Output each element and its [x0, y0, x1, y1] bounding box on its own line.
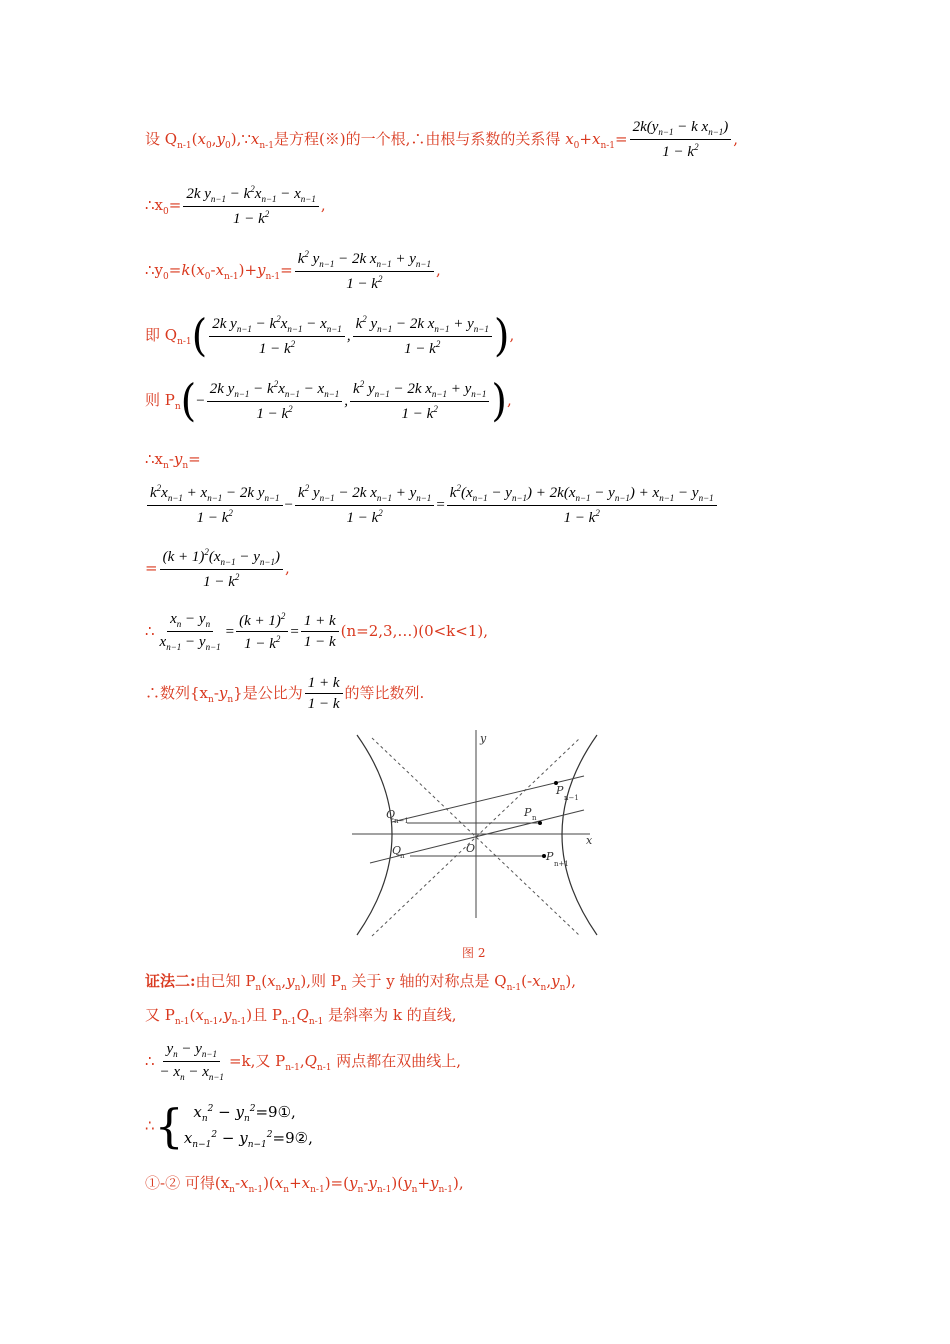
label-o: O	[466, 842, 476, 855]
p2-l2c: 是斜率为 k 的直线,	[323, 1006, 457, 1024]
hyperbola-figure	[352, 730, 602, 940]
l1-prefix: 设 Q	[145, 130, 178, 148]
line-8: ∴ $\frac{x_n - y_n}{x_{n-1} - y_{n-1}}$ = $\frac{(k + 1)^2}{1 - k^2}$ = $\frac{1 + k}{1 - k}$ (n=2,3,…)(0<k<1),	[145, 611, 488, 652]
l2-lead: ∴x	[145, 196, 164, 214]
p2-l3: =k,又 P	[228, 1052, 286, 1070]
l8-lead: ∴	[145, 622, 155, 640]
l1-fraction: $\frac{2k(y_{n-1} - k x_{n-1})}{1 - k^2}$	[630, 120, 732, 160]
l5-lead: 则 P	[145, 391, 175, 409]
p2-l2b: 且 P	[252, 1006, 282, 1024]
p2-l2: 又 P	[145, 1006, 175, 1024]
label-pn2-sub: n+1	[554, 860, 569, 868]
p2-l1: 由已知 P	[195, 972, 256, 990]
p2-line-4: ∴{ $x_n^2$ − $y_n^2=9①$, $x_{n-1}^2$ − $y_{n-1}^2=9②$,	[145, 1099, 313, 1154]
line-6: $\therefore x_n-y_n=$	[145, 450, 201, 471]
l3-fraction: $\frac{k^2 y_{n-1} - 2k x_{n-1} + y_{n-1}}{1 - k^2}$	[295, 250, 434, 292]
l1-text: 是方程(※)的一个根,∴由根与系数的关系得	[273, 130, 561, 148]
p2-line-5: ①-② 可得$(x_n-x_{n-1})(x_n+x_{n-1})=(y_n-y_{n-1})(y_n+y_{n-1})$,	[145, 1174, 464, 1195]
label-pn2: P	[546, 850, 554, 863]
line-9: ∴数列$\{x_n-y_n\}$是公比为 $\frac{1 + k}{1 - k}$ 的等比数列.	[145, 675, 425, 712]
line-3: $\therefore y_0=k(x_0-x_{n-1})+y_{n-1}=$ $\frac{k^2 y_{n-1} - 2k x_{n-1} + y_{n-1}}{1 - k^2}$ ,	[145, 249, 441, 292]
label-qn1: Q	[386, 808, 396, 821]
line-7: = $\frac{(k + 1)^2(x_{n-1} - y_{n-1})}{1 - k^2}$ ,	[145, 547, 290, 590]
l2-fraction: $\frac{2k y_{n-1} - k^2x_{n-1} - x_{n-1}}{1 - k^2}$	[183, 185, 319, 227]
line-4: 即 $Q_{n-1}$( $\frac{2k y_{n-1} - k^2x_{n-1} - x_{n-1}}{1 - k^2}$ , $\frac{k^2 y_{n-1} - 2k x_{n-1} + y_{n-1}}{1 - k^2}$ ),	[145, 310, 515, 362]
line-6b: $\frac{k^2x_{n-1} + x_{n-1} - 2k y_{n-1}}{1 - k^2}$ − $\frac{k^2 y_{n-1} - 2k x_{n-1} + y_{n-1}}{1 - k^2}$ = $\frac{k^2(x_{n-1} - y_{n-1}) + 2k(x_{n-1} - y_{n-1}) + x_{n-1} - y_{n-1}}{1 - k^2}$	[145, 484, 719, 526]
l9-lead: ∴数列{x	[145, 684, 209, 702]
figure-caption: 图 2	[462, 946, 486, 960]
p2-line-3: ∴ $\frac{y_n - y_{n-1}}{- x_n - x_{n-1}}$ =k,又 $P_{n-1},Q_{n-1}$ 两点都在双曲线上,	[145, 1041, 462, 1082]
line-2: $\therefore x_0=$ $\frac{2k y_{n-1} - k^2x_{n-1} - x_{n-1}}{1 - k^2}$ ,	[145, 184, 326, 227]
p2-l5: ①-② 可得(x	[145, 1174, 230, 1192]
p2-l1b: ,则 P	[306, 972, 341, 990]
label-x: x	[586, 834, 593, 847]
l3-lead: ∴y	[145, 261, 164, 279]
p2-l3b: 两点都在双曲线上,	[331, 1052, 462, 1070]
label-pn1: P	[556, 784, 564, 797]
l9-mid: }是公比为	[233, 684, 303, 702]
left-branch	[357, 735, 392, 935]
l7-lead: =	[145, 559, 158, 577]
l9-tail: 的等比数列.	[344, 684, 425, 702]
label-y: y	[480, 732, 487, 745]
l4-lead: 即 Q	[145, 326, 178, 344]
l8-tail: (n=2,3,…)(0<k<1),	[340, 622, 488, 640]
point-pn	[538, 821, 542, 825]
label-pn: P	[524, 806, 532, 819]
line-1: 设 $Q_{n-1}(x_0,y_0),\because x_{n-1}$是方程(※)的一个根,∴由根与系数的关系得 $x_0+x_{n-1}=$ $\frac{2k(y_{n-1} - k x_{n-1})}{1 - k^2}$ ,	[145, 119, 739, 160]
l6-lead: ∴x	[145, 450, 164, 468]
label-qn1-sub: n−1	[394, 817, 409, 825]
line-5: 则 $P_n(-$ $\frac{2k y_{n-1} - k^2x_{n-1} - x_{n-1}}{1 - k^2}$ , $\frac{k^2 y_{n-1} - 2k x_{n-1} + y_{n-1}}{1 - k^2}$ ),	[145, 375, 512, 427]
p2-title: 证法二:	[145, 972, 196, 990]
p2-line-2: 又 $P_{n-1}(x_{n-1},y_{n-1})$且 $P_{n-1}Q_{n-1}$ 是斜率为 k 的直线,	[145, 1006, 457, 1027]
p2-l1c: 关于 y 轴的对称点是 Q	[346, 972, 507, 990]
p2-line-1: 证法二:由已知 $P_n(x_n,y_n)$,则 $P_n$ 关于 y 轴的对称点是 $Q_{n-1}(-x_n,y_n)$,	[145, 972, 577, 993]
label-pn1-sub: n−1	[564, 794, 579, 802]
label-qn: Q	[392, 844, 402, 857]
label-qn-sub: n	[400, 852, 405, 860]
label-pn-sub: n	[532, 814, 537, 822]
